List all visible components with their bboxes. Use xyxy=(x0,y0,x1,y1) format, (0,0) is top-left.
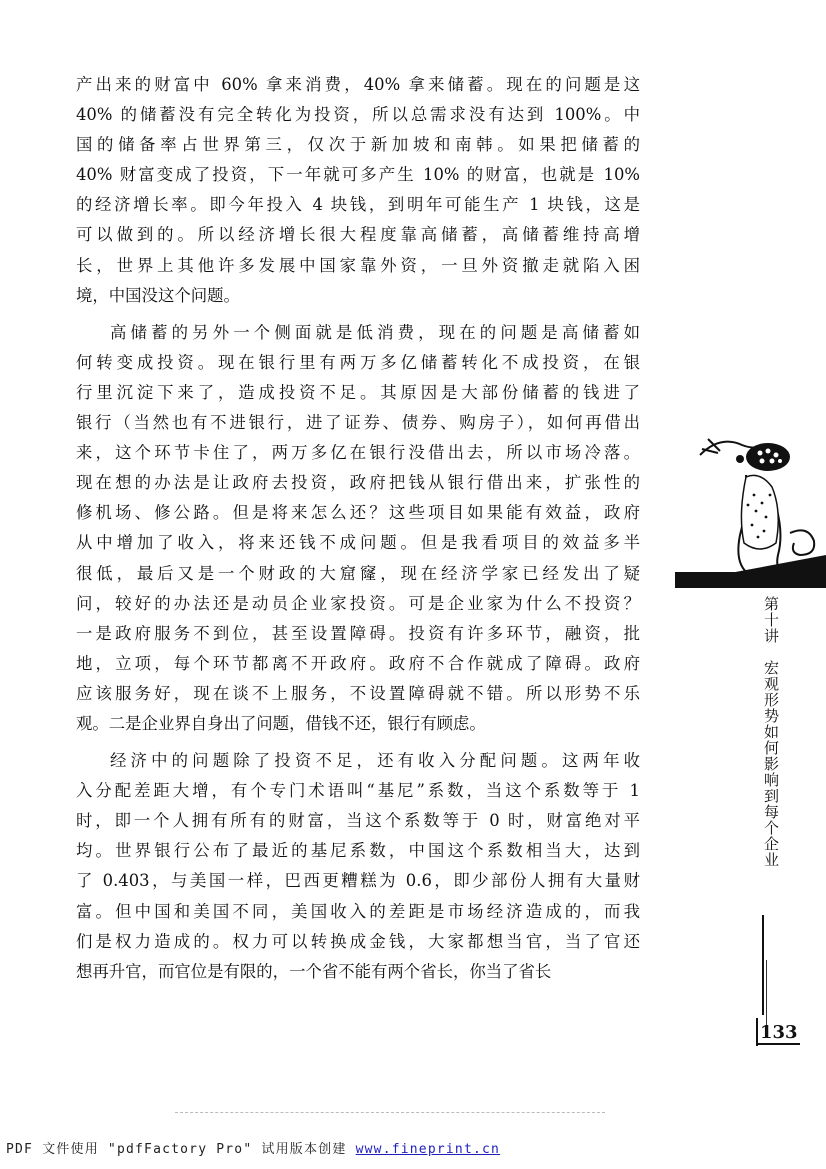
text-line: 观。二是企业界自身出了问题，借钱不还，银行有顾虑。 xyxy=(76,713,486,733)
text-line: 地，立项，每个环节都离不开政府。政府不合作就成了障碍。政府 xyxy=(76,653,640,673)
text-line: 长，世界上其他许多发展中国家靠外资，一旦外资撤走就陷入困 xyxy=(76,255,640,275)
text-line: 高储蓄的另外一个侧面就是低消费，现在的问题是高储蓄如 xyxy=(110,322,640,342)
text-line: 富。但中国和美国不同，美国收入的差距是市场经济造成的，而我 xyxy=(76,901,640,921)
text-line: 一是政府服务不到位，甚至设置障碍。投资有许多环节，融资，批 xyxy=(76,623,640,643)
text-line: 银行（当然也有不进银行，进了证券、债券、购房子），如何再借出 xyxy=(76,413,640,433)
text-line: 了 0.403，与美国一样，巴西更糟糕为 0.6，即少部份人拥有大量财 xyxy=(76,871,640,891)
text-line: 40% 的储蓄没有完全转化为投资，所以总需求没有达到 100%。中 xyxy=(76,105,640,125)
footer-text: PDF 文件使用 "pdfFactory Pro" 试用版本创建 xyxy=(6,1142,347,1157)
text-line: 问，较好的办法还是动员企业家投资。可是企业家为什么不投资？ xyxy=(76,593,640,613)
text-line: 经济中的问题除了投资不足，还有收入分配问题。这两年收 xyxy=(110,751,640,771)
chapter-title-vertical: 第十讲 宏观形势如何影响到每个企业 xyxy=(762,596,780,868)
text-line: 40% 财富变成了投资，下一年就可多产生 10% 的财富，也就是 10% xyxy=(76,165,640,185)
text-line: 从中增加了收入，将来还钱不成问题。但是我看项目的效益多半 xyxy=(76,533,640,553)
text-line: 来，这个环节卡住了，两万多亿在银行没借出去，所以市场冷落。 xyxy=(76,443,640,463)
pdf-footer xyxy=(6,1138,500,1157)
page-number: 133 xyxy=(760,1022,798,1043)
scan-artifact-line xyxy=(175,1112,605,1116)
margin-rule-thin xyxy=(766,960,767,1030)
text-line: 产出来的财富中 60% 拿来消费，40% 拿来储蓄。现在的问题是这 xyxy=(76,75,640,94)
text-line: 很低，最后又是一个财政的大窟窿，现在经济学家已经发出了疑 xyxy=(76,563,640,583)
footer-link[interactable]: www.fineprint.cn xyxy=(355,1142,501,1157)
text-line: 可以做到的。所以经济增长很大程度靠高储蓄，高储蓄维持高增 xyxy=(76,225,640,245)
decorative-black-bar xyxy=(675,572,826,588)
paragraph-gap xyxy=(76,311,640,318)
text-line: 们是权力造成的。权力可以转换成金钱，大家都想当官，当了官还 xyxy=(76,931,640,951)
text-line: 境，中国没这个问题。 xyxy=(76,285,240,305)
text-line: 的经济增长率。即今年投入 4 块钱，到明年可能生产 1 块钱，这是 xyxy=(76,195,640,215)
text-line: 修机场、修公路。但是将来怎么还？这些项目如果能有效益，政府 xyxy=(76,503,640,523)
text-line: 入分配差距大增，有个专门术语叫“基尼”系数，当这个系数等于 1 xyxy=(76,781,640,801)
text-line: 现在想的办法是让政府去投资，政府把钱从银行借出来，扩张性的 xyxy=(76,473,640,493)
text-line: 行里沉淀下来了，造成投资不足。其原因是大部份储蓄的钱进了 xyxy=(76,382,640,402)
paragraph-gap xyxy=(76,739,640,746)
text-line: 时，即一个人拥有所有的财富，当这个系数等于 0 时，财富绝对平 xyxy=(76,811,640,831)
margin-rule xyxy=(762,915,764,1015)
text-line: 何转变成投资。现在银行里有两万多亿储蓄转化不成投资，在银 xyxy=(76,352,640,372)
body-text xyxy=(76,70,640,987)
text-line: 想再升官，而官位是有限的，一个省不能有两个省长，你当了省长 xyxy=(76,961,552,981)
text-line: 国的储备率占世界第三，仅次于新加坡和南韩。如果把储蓄的 xyxy=(76,135,640,155)
text-line: 均。世界银行公布了最近的基尼系数，中国这个系数相当大，达到 xyxy=(76,841,640,861)
bird-illustration-icon xyxy=(690,415,826,591)
text-line: 应该服务好，现在谈不上服务，不设置障碍就不错。所以形势不乐 xyxy=(76,683,640,703)
